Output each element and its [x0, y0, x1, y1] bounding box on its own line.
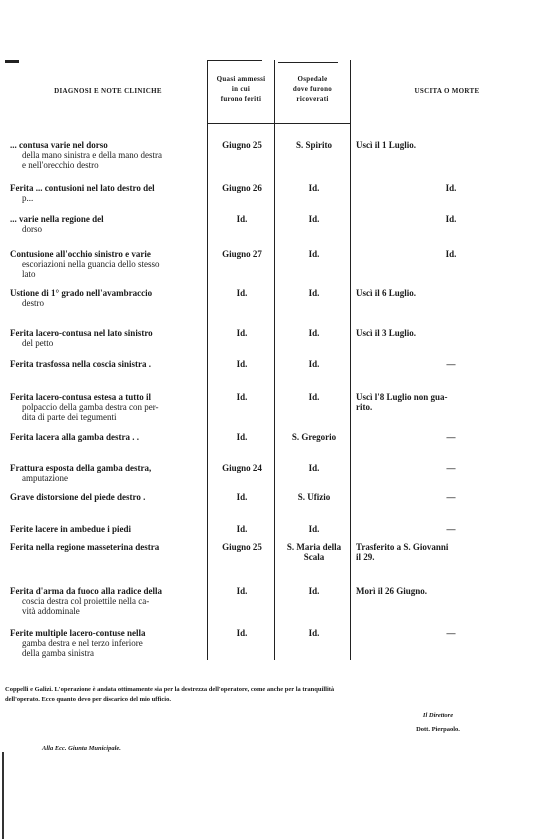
hospital-cell: S. Ufizio — [297, 492, 331, 502]
diagnosis-line: e nell'orecchio destro — [22, 160, 99, 170]
outcome-cell: — — [446, 628, 456, 638]
diagnosis-cell — [10, 463, 206, 483]
header-outcome: USCITA O MORTE — [414, 87, 480, 95]
header-bottom-rule — [207, 123, 350, 124]
outcome-cell: Trasferito a S. Giovanni il 29. — [356, 542, 449, 562]
outcome-cell: — — [446, 492, 456, 502]
hospital-cell: Id. — [308, 214, 320, 224]
diagnosis-line: Contusione all'occhio sinistro e varie — [10, 249, 151, 259]
diagnosis-cell — [10, 214, 206, 234]
diagnosis-cell — [10, 542, 206, 552]
diagnosis-cell — [10, 492, 206, 502]
hospital-cell: S. Spirito — [295, 140, 332, 150]
header-diagnosis: DIAGNOSI E NOTE CLINICHE — [54, 87, 162, 95]
hospital-cell: Id. — [308, 359, 320, 369]
date-cell: Giugno 26 — [222, 183, 262, 193]
corner-mark — [5, 60, 19, 63]
diagnosis-line: Ferita lacera alla gamba destra . . — [10, 432, 139, 442]
diagnosis-line: vità addominale — [22, 606, 80, 616]
diagnosis-line: del petto — [22, 338, 54, 348]
diagnosis-cell — [10, 249, 206, 279]
diagnosis-cell — [10, 392, 206, 422]
diagnosis-line: Ferite lacere in ambedue i piedi — [10, 524, 132, 534]
outcome-cell: Uscì l'8 Luglio non gua- rito. — [356, 392, 448, 412]
hospital-cell: Id. — [308, 392, 320, 402]
date-cell: Giugno 27 — [222, 249, 262, 259]
outcome-cell: Id. — [445, 214, 457, 224]
diagnosis-cell — [10, 359, 206, 369]
diagnosis-line: lato — [22, 269, 36, 279]
diagnosis-cell — [10, 432, 206, 442]
diagnosis-cell — [10, 140, 206, 170]
diagnosis-line: dorso — [22, 224, 42, 234]
hospital-cell: Id. — [308, 249, 320, 259]
diagnosis-line: Ustione di 1° grado nell'avambraccio — [10, 288, 153, 298]
outcome-cell: — — [446, 463, 456, 473]
left-margin-edge — [2, 752, 4, 839]
diagnosis-cell — [10, 586, 206, 616]
outcome-cell: Uscì il 1 Luglio. — [356, 140, 417, 150]
diagnosis-line: gamba destra e nel terzo inferiore — [22, 638, 143, 648]
header-date: Quasi ammessi in cui furono feriti — [216, 75, 266, 103]
outcome-cell: Id. — [445, 249, 457, 259]
outcome-cell: — — [446, 359, 456, 369]
diagnosis-line: polpaccio della gamba destra con per- — [22, 402, 159, 412]
header-top-rule-2 — [278, 62, 338, 63]
diagnosis-line: della gamba sinistra — [22, 648, 94, 658]
hospital-cell: Id. — [308, 328, 320, 338]
hospital-cell: Id. — [308, 183, 320, 193]
date-cell: Giugno 25 — [222, 140, 262, 150]
signature-name: Dott. Pierpaolo. — [416, 726, 460, 733]
diagnosis-line: Ferita d'arma da fuoco alla radice della — [10, 586, 162, 596]
diagnosis-line: p... — [22, 193, 34, 203]
date-cell: Id. — [236, 432, 248, 442]
header-hospital: Ospedale dove furono ricoverati — [292, 75, 333, 103]
date-cell: Giugno 25 — [222, 542, 262, 552]
date-cell: Id. — [236, 492, 248, 502]
signature-title: Il Direttore — [422, 712, 454, 719]
header-top-rule — [207, 60, 262, 61]
diagnosis-line: ... contusa varie nel dorso — [10, 140, 108, 150]
diagnosis-line: destro — [22, 298, 44, 308]
outcome-cell: Id. — [445, 183, 457, 193]
outcome-cell: — — [446, 524, 456, 534]
diagnosis-line: Frattura esposta della gamba destra, — [10, 463, 152, 473]
date-cell: Id. — [236, 214, 248, 224]
date-cell: Id. — [236, 359, 248, 369]
footnote: Coppelli e Galizi. L'operazione è andata ottimamente sia per la destrezza dell'operatore, come anche per la tranquillità dell'operato. Ecco quanto devo per discarico del mio ufficio. — [5, 686, 335, 703]
hospital-cell: S. Gregorio — [291, 432, 337, 442]
hospital-cell: Id. — [308, 586, 320, 596]
column-divider-2 — [274, 60, 275, 660]
diagnosis-line: della mano sinistra e della mano destra — [22, 150, 162, 160]
hospital-cell: Id. — [308, 463, 320, 473]
diagnosis-line: Grave distorsione del piede destro . — [10, 492, 146, 502]
date-cell: Id. — [236, 586, 248, 596]
hospital-cell: Id. — [308, 288, 320, 298]
diagnosis-line: Ferita lacero-contusa nel lato sinistro — [10, 328, 153, 338]
diagnosis-line: dita di parte dei tegumenti — [22, 412, 117, 422]
outcome-cell: — — [446, 432, 456, 442]
diagnosis-line: coscia destra col proiettile nella ca- — [22, 596, 150, 606]
hospital-cell: S. Maria della Scala — [286, 542, 342, 562]
diagnosis-line: Ferita nella regione masseterina destra — [10, 542, 160, 552]
diagnosis-line: escoriazioni nella guancia dello stesso — [22, 259, 160, 269]
address-line: Alla Ecc. Giunta Municipale. — [42, 745, 121, 752]
date-cell: Id. — [236, 628, 248, 638]
diagnosis-line: amputazione — [22, 473, 68, 483]
diagnosis-line: ... varie nella regione del — [10, 214, 104, 224]
diagnosis-line: Ferita ... contusioni nel lato destro del — [10, 183, 155, 193]
diagnosis-line: Ferite multiple lacero-contuse nella — [10, 628, 146, 638]
diagnosis-cell — [10, 288, 206, 308]
date-cell: Id. — [236, 524, 248, 534]
diagnosis-line: Ferita lacero-contusa estesa a tutto il — [10, 392, 152, 402]
date-cell: Giugno 24 — [222, 463, 262, 473]
diagnosis-cell — [10, 524, 206, 534]
date-cell: Id. — [236, 328, 248, 338]
date-cell: Id. — [236, 392, 248, 402]
diagnosis-cell — [10, 628, 206, 658]
hospital-cell: Id. — [308, 628, 320, 638]
date-cell: Id. — [236, 288, 248, 298]
diagnosis-line: Ferita trasfossa nella coscia sinistra . — [10, 359, 151, 369]
hospital-cell: Id. — [308, 524, 320, 534]
column-divider-1 — [207, 60, 208, 660]
diagnosis-cell — [10, 328, 206, 348]
diagnosis-cell — [10, 183, 206, 203]
outcome-cell: Uscì il 6 Luglio. — [356, 288, 417, 298]
outcome-cell: Uscì il 3 Luglio. — [356, 328, 417, 338]
outcome-cell: Morì il 26 Giugno. — [356, 586, 428, 596]
